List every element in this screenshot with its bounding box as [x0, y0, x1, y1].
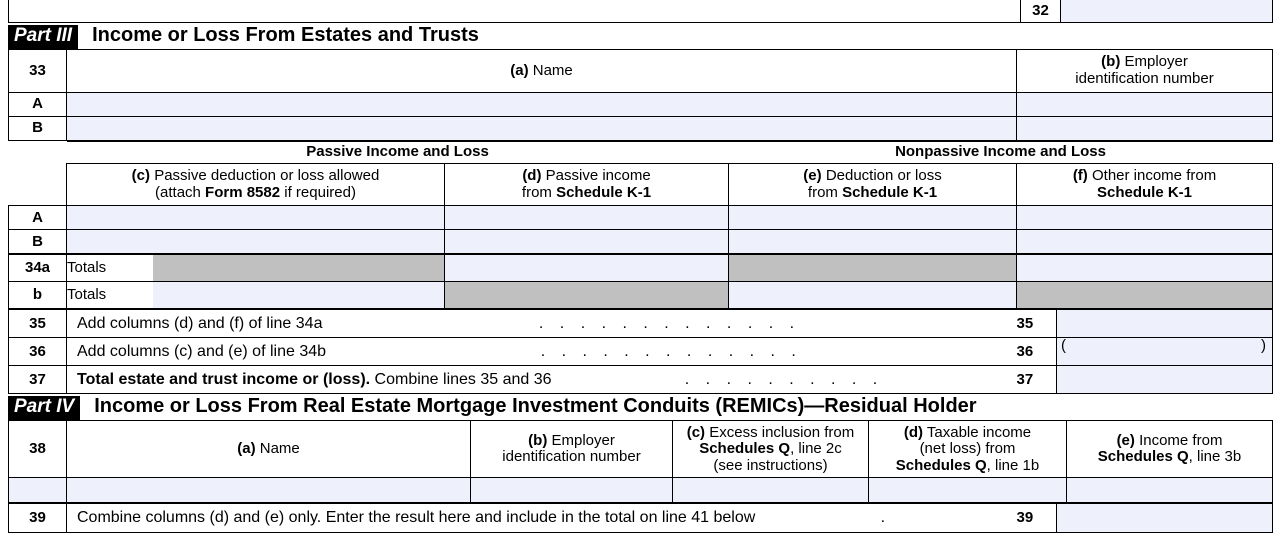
row-b-col-e-input[interactable]	[729, 230, 1017, 254]
line38-col-e-line1: Income from	[1139, 431, 1223, 449]
part3-label: Part III	[8, 25, 78, 49]
line38-col-b-line1: Employer	[551, 431, 615, 449]
line38-col-d-prefix: (d)	[903, 423, 923, 441]
line38-row1-income-input[interactable]	[1067, 478, 1273, 503]
line38-col-c-header	[673, 421, 869, 478]
line34b-col-d-shaded	[445, 282, 729, 309]
line36-dots: . . . . . . . . . . . . .	[540, 343, 802, 361]
line34b-col-e-input[interactable]	[729, 282, 1017, 309]
line33-col-b-line1: Employer	[1124, 53, 1188, 71]
line38-col-c-line3: (see instructions)	[713, 456, 828, 474]
col-c-line1: Passive deduction or loss allowed	[154, 167, 380, 185]
line38-col-a-text: Name	[259, 440, 300, 458]
col-e-line2-bold: Schedule K-1	[842, 183, 938, 201]
line39-number: 39	[9, 504, 67, 533]
line39-text-cell	[67, 504, 1017, 533]
table-row	[9, 421, 1273, 478]
part3-title: Income or Loss From Estates and Trusts	[92, 24, 479, 46]
row-b-col-d-input[interactable]	[445, 230, 729, 254]
line38-col-d-header	[869, 421, 1067, 478]
part4-header-cell	[8, 395, 1272, 420]
part3-line33-table	[8, 49, 1273, 141]
col-e-prefix: (e)	[803, 167, 822, 185]
col-c-header	[67, 163, 445, 206]
line37-box-number: 37	[1017, 366, 1057, 394]
col-e-line2-pre: from	[807, 183, 843, 201]
top-partial-row-table	[8, 0, 1273, 23]
col-f-line1: Other income from	[1091, 167, 1217, 185]
table-row	[9, 206, 1273, 230]
line38-col-d-line1: Taxable income	[926, 423, 1032, 441]
line36-number: 36	[9, 338, 67, 366]
col-c-prefix: (c)	[131, 167, 151, 185]
line38-col-c-line2-post: , line 2c	[790, 440, 842, 458]
row-b-col-f-input[interactable]	[1017, 230, 1273, 254]
line36-box-number: 36	[1017, 338, 1057, 366]
part3-header-table	[8, 24, 1272, 49]
table-row	[9, 255, 1273, 282]
table-row	[9, 282, 1273, 309]
row-a-col-c-input[interactable]	[67, 206, 445, 230]
col-c-line2-pre: (attach	[155, 183, 206, 201]
row-a-col-e-input[interactable]	[729, 206, 1017, 230]
line38-col-e-line2-bold: Schedules Q	[1097, 448, 1189, 466]
col-f-line2-bold: Schedule K-1	[1097, 183, 1193, 201]
col-d-line2-bold: Schedule K-1	[556, 183, 652, 201]
line38-number: 38	[9, 421, 67, 478]
line38-col-d-line3-bold: Schedules Q	[895, 456, 987, 474]
line35-box-number: 35	[1017, 310, 1057, 338]
cf-row-a-label: A	[9, 206, 67, 230]
line36-text: Add columns (c) and (e) of line 34b	[77, 343, 327, 361]
line35-value-input[interactable]	[1057, 310, 1273, 338]
table-row	[9, 49, 1273, 92]
line38-col-d-line3-post: , line 1b	[986, 456, 1040, 474]
line33-row-b-label: B	[9, 116, 67, 140]
line34a-col-e-shaded	[729, 255, 1017, 282]
line35-text-cell	[67, 310, 1017, 338]
line34b-label: Totals	[67, 282, 153, 309]
part4-title: Income or Loss From Real Estate Mortgage Investment Conduits (REMICs)—Residual Holder	[94, 395, 977, 418]
col-c-line2-post: if required)	[280, 183, 356, 201]
top-partial-line-number: 32	[1021, 0, 1061, 23]
col-d-header	[445, 163, 729, 206]
line38-col-a-header	[67, 421, 471, 478]
line33-col-b-prefix: (b)	[1101, 53, 1121, 71]
line39-dots: .	[880, 509, 892, 527]
row-b-col-c-input[interactable]	[67, 230, 445, 254]
cf-row-b-label: B	[9, 230, 67, 254]
part3-totals-table	[8, 254, 1273, 309]
line37-dots: . . . . . . . . . .	[684, 371, 884, 389]
table-row	[9, 504, 1273, 533]
line37-number: 37	[9, 366, 67, 394]
line37-bold-text: Total estate and trust income or (loss).	[77, 371, 371, 389]
line38-col-c-line1: Excess inclusion from	[709, 423, 855, 441]
col-d-prefix: (d)	[522, 167, 542, 185]
line33-col-a-prefix: (a)	[510, 61, 529, 79]
line35-text: Add columns (d) and (f) of line 34a	[77, 315, 323, 333]
line33-row-a-label: A	[9, 92, 67, 116]
passive-section-header: Passive Income and Loss	[67, 141, 729, 163]
line38-col-c-prefix: (c)	[686, 423, 706, 441]
line39-value-input[interactable]	[1057, 504, 1273, 533]
line33-col-b-header	[1017, 49, 1273, 92]
col-c-line2-bold: Form 8582	[205, 183, 281, 201]
nonpassive-section-header: Nonpassive Income and Loss	[729, 141, 1273, 163]
line36-paren-open: (	[1061, 337, 1066, 355]
part3-columns-table	[8, 141, 1273, 255]
line33-row-a-ein-input[interactable]	[1017, 92, 1273, 116]
part3-header-cell	[8, 24, 1272, 49]
section-header-row	[9, 141, 1273, 163]
line38-row1-ein-input[interactable]	[471, 478, 673, 503]
table-row	[9, 338, 1273, 366]
line38-col-c-line2-bold: Schedules Q	[699, 440, 791, 458]
table-row	[9, 230, 1273, 254]
table-row	[9, 163, 1273, 206]
table-row	[9, 366, 1273, 394]
columns-spacer	[9, 163, 67, 206]
line34a-label: Totals	[67, 255, 153, 282]
line33-col-a-header	[67, 49, 1017, 92]
top-partial-text	[9, 0, 1021, 23]
line37-value-input[interactable]	[1057, 366, 1273, 394]
line38-col-b-prefix: (b)	[528, 431, 548, 449]
part4-label: Part IV	[8, 396, 80, 420]
line35-dots: . . . . . . . . . . . . .	[538, 315, 801, 333]
line36-paren-close: )	[1261, 337, 1266, 355]
row-a-col-d-input[interactable]	[445, 206, 729, 230]
line37-text-cell	[67, 366, 1017, 394]
col-f-header	[1017, 163, 1273, 206]
col-e-line1: Deduction or loss	[825, 167, 942, 185]
line35-number: 35	[9, 310, 67, 338]
section-header-spacer	[9, 141, 67, 163]
line38-row1-taxable-input[interactable]	[869, 478, 1067, 503]
part3-lines-35-37-table	[8, 309, 1273, 394]
line38-col-a-prefix: (a)	[237, 440, 256, 458]
col-d-line1: Passive income	[545, 167, 651, 185]
line38-col-d-line2: (net loss) from	[919, 440, 1016, 458]
line38-row1-name-input[interactable]	[67, 478, 471, 503]
line34b-col-f-shaded	[1017, 282, 1273, 309]
line33-row-a-name-input[interactable]	[67, 92, 1017, 116]
part4-line38-table	[8, 420, 1273, 503]
line34a-col-f-input[interactable]	[1017, 255, 1273, 282]
row-a-col-f-input[interactable]	[1017, 206, 1273, 230]
line38-col-e-prefix: (e)	[1116, 431, 1135, 449]
line38-col-b-header	[471, 421, 673, 478]
line38-col-e-line2-post: , line 3b	[1188, 448, 1242, 466]
col-e-header	[729, 163, 1017, 206]
line39-box-number: 39	[1017, 504, 1057, 533]
line34b-col-c-input[interactable]	[153, 282, 445, 309]
line39-text: Combine columns (d) and (e) only. Enter the result here and include in the total on line 41 below	[77, 509, 756, 527]
line33-row-b-name-input[interactable]	[67, 116, 1017, 140]
table-row	[9, 478, 1273, 503]
table-row	[9, 310, 1273, 338]
part4-line39-table	[8, 503, 1273, 533]
col-f-prefix: (f)	[1072, 167, 1088, 185]
part3-header-row	[8, 24, 1272, 49]
table-row	[9, 0, 1273, 23]
line33-number: 33	[9, 49, 67, 92]
line34a-col-c-shaded	[153, 255, 445, 282]
line37-text: Combine lines 35 and 36	[370, 371, 552, 389]
line38-col-e-header	[1067, 421, 1273, 478]
table-row	[9, 116, 1273, 140]
line38-col-b-line2: identification number	[502, 448, 641, 466]
line34b-number: b	[9, 282, 67, 309]
line33-row-b-ein-input[interactable]	[1017, 116, 1273, 140]
line38-row1-lineno-cell[interactable]	[9, 478, 67, 503]
line33-col-a-text: Name	[532, 61, 573, 79]
table-row	[9, 92, 1273, 116]
line33-col-b-line2: identification number	[1075, 69, 1214, 87]
line36-text-cell	[67, 338, 1017, 366]
col-d-line2-pre: from	[521, 183, 557, 201]
part4-header-table	[8, 395, 1272, 420]
line34a-number: 34a	[9, 255, 67, 282]
part4-header-row	[8, 395, 1272, 420]
line38-row1-excess-input[interactable]	[673, 478, 869, 503]
top-partial-entry[interactable]	[1061, 0, 1273, 23]
line34a-col-d-input[interactable]	[445, 255, 729, 282]
line36-value-input[interactable]	[1057, 338, 1273, 366]
